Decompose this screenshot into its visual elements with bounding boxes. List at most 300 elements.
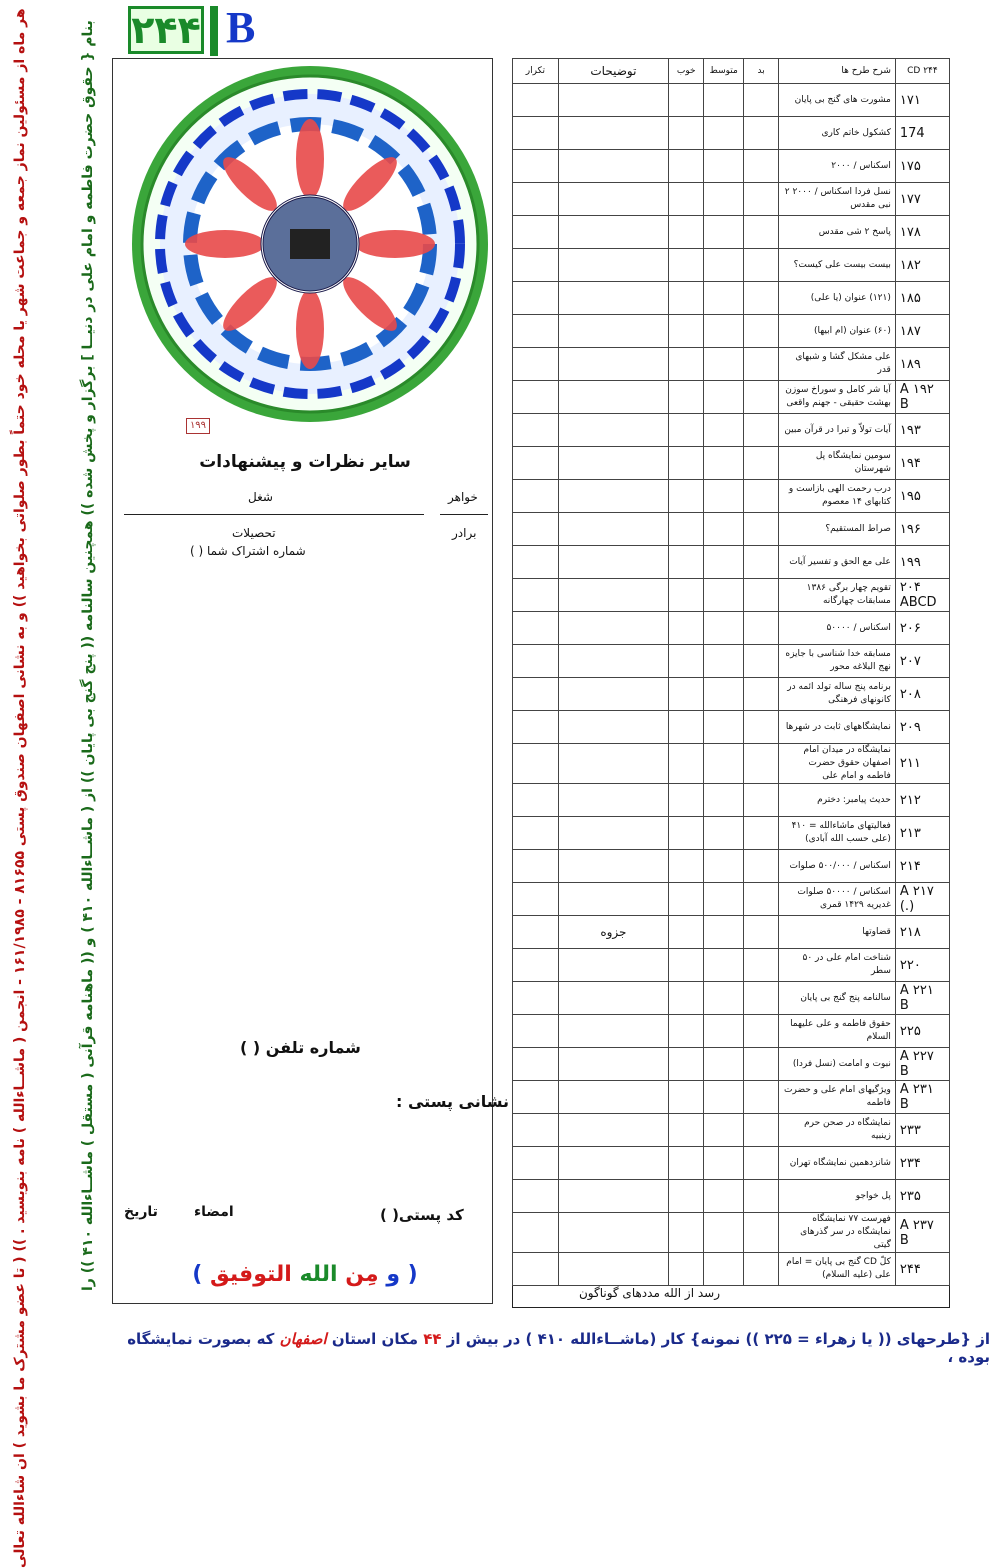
design-cell: ویژگیهای امام علی و حضرت فاطمه	[779, 1081, 896, 1114]
description-cell	[558, 645, 668, 678]
good-cell[interactable]	[669, 678, 704, 711]
design-cell: نمایشگاههای ثابت در شهرها	[779, 711, 896, 744]
sister-underline	[440, 514, 488, 515]
average-cell[interactable]	[704, 916, 744, 949]
description-cell	[558, 381, 668, 414]
design-cell: نمایشگاه در صحن حرم زینبیه	[779, 1114, 896, 1147]
design-cell: اسکناس / ۵۰۰۰۰	[779, 612, 896, 645]
table-row	[513, 513, 950, 546]
form-title: سایر نظرات و پیشنهادات	[199, 452, 411, 472]
education-label: تحصیلات	[232, 526, 276, 540]
good-cell[interactable]	[669, 784, 704, 817]
repeat-cell	[513, 1114, 559, 1147]
good-cell[interactable]	[669, 645, 704, 678]
closing-min: مِن	[345, 1262, 379, 1287]
good-cell[interactable]	[669, 1114, 704, 1147]
header-cd: CD ۲۴۴	[895, 59, 949, 84]
repeat-cell	[513, 282, 559, 315]
bad-cell[interactable]	[743, 117, 778, 150]
repeat-cell	[513, 1081, 559, 1114]
cd-number-cell: ۱۹۴	[895, 447, 949, 480]
bad-cell[interactable]	[743, 850, 778, 883]
caption-part1: از {طرحهای (( یا زهراء = ۲۲۵ )) نمونه} کار (ماشــاءالله ۴۱۰ ) در بیش از	[446, 1330, 990, 1348]
average-cell[interactable]	[704, 183, 744, 216]
bad-cell[interactable]	[743, 1213, 778, 1253]
bad-cell[interactable]	[743, 150, 778, 183]
design-cell: آیا شر کامل و سوراخ سوزن بهشت حقیقی - جهنم واقعی	[779, 381, 896, 414]
table-row	[513, 883, 950, 916]
bad-cell[interactable]	[743, 315, 778, 348]
description-cell: جزوه	[558, 916, 668, 949]
good-cell[interactable]	[669, 216, 704, 249]
cd-number-cell: ۲۴۴	[895, 1253, 949, 1286]
bad-cell[interactable]	[743, 546, 778, 579]
signature-field[interactable]: امضاء	[194, 1204, 234, 1220]
description-cell	[558, 612, 668, 645]
good-cell[interactable]	[669, 513, 704, 546]
average-cell[interactable]	[704, 1114, 744, 1147]
cd-number-cell: ۱۸۷	[895, 315, 949, 348]
closing-tawfiq: التوفیق	[209, 1262, 292, 1287]
design-cell: شناخت امام علی در ۵۰ سطر	[779, 949, 896, 982]
description-cell	[558, 447, 668, 480]
side-text-outer: بنام { حقوق حضرت فاطمه و امام علی در دنیــا ] برگزار و پخش شده )) همچنین سالنامه (( پنج گنج بی پایان )) از ( ماشــاءالله ۴۱۰ ) و (( ماهنامه قرآنی ( مستقل ) ماشــاءالله ۴۱۰ )) را	[80, 20, 96, 1291]
repeat-cell	[513, 216, 559, 249]
repeat-cell	[513, 1015, 559, 1048]
repeat-cell	[513, 949, 559, 982]
table-row	[513, 117, 950, 150]
bad-cell[interactable]	[743, 678, 778, 711]
table-row	[513, 183, 950, 216]
design-cell: کلّ CD گنج بی پایان = امام علی (علیه السلام)	[779, 1253, 896, 1286]
repeat-cell	[513, 348, 559, 381]
sister-label: خواهر	[448, 490, 478, 504]
bad-cell[interactable]	[743, 282, 778, 315]
good-cell[interactable]	[669, 150, 704, 183]
description-cell	[558, 711, 668, 744]
repeat-cell	[513, 883, 559, 916]
bad-cell[interactable]	[743, 84, 778, 117]
table-row	[513, 744, 950, 784]
good-cell[interactable]	[669, 949, 704, 982]
repeat-cell	[513, 447, 559, 480]
table-row	[513, 817, 950, 850]
bad-cell[interactable]	[743, 612, 778, 645]
design-cell: نسل فردا اسکناس / ۲۰۰۰ ۲ نبی مقدس	[779, 183, 896, 216]
table-row	[513, 84, 950, 117]
design-cell: سالنامه پنج گنج بی پایان	[779, 982, 896, 1015]
table-row	[513, 850, 950, 883]
average-cell[interactable]	[704, 150, 744, 183]
repeat-cell	[513, 579, 559, 612]
description-cell	[558, 1048, 668, 1081]
description-cell	[558, 949, 668, 982]
good-cell[interactable]	[669, 249, 704, 282]
bad-cell[interactable]	[743, 381, 778, 414]
cd-number-cell: ۲۳۴	[895, 1147, 949, 1180]
cd-number-cell: ۲۰۹	[895, 711, 949, 744]
bad-cell[interactable]	[743, 817, 778, 850]
design-cell: کشکول خاتم کاری	[779, 117, 896, 150]
receipt-line: رسد از الله مددهای گوناگون	[578, 1286, 720, 1300]
description-cell	[558, 744, 668, 784]
table-row	[513, 480, 950, 513]
repeat-cell	[513, 817, 559, 850]
design-cell: سومین نمایشگاه پل شهرستان	[779, 447, 896, 480]
average-cell[interactable]	[704, 1048, 744, 1081]
design-table	[512, 58, 950, 1286]
description-cell	[558, 1147, 668, 1180]
bad-cell[interactable]	[743, 1180, 778, 1213]
repeat-cell	[513, 1048, 559, 1081]
cd-number-cell: ۱۹۵	[895, 480, 949, 513]
bottom-caption	[100, 1330, 990, 1366]
bad-cell[interactable]	[743, 414, 778, 447]
table-row	[513, 150, 950, 183]
job-label: شغل	[248, 490, 273, 504]
average-cell[interactable]	[704, 84, 744, 117]
good-cell[interactable]	[669, 84, 704, 117]
average-cell[interactable]	[704, 117, 744, 150]
bad-cell[interactable]	[743, 1114, 778, 1147]
average-cell[interactable]	[704, 414, 744, 447]
cd-number-cell: ۲۳۷ A B	[895, 1213, 949, 1253]
table-row	[513, 579, 950, 612]
good-cell[interactable]	[669, 744, 704, 784]
table-row	[513, 678, 950, 711]
design-cell: اسکناس / ۲۰۰۰	[779, 150, 896, 183]
brother-label: برادر	[452, 526, 477, 540]
table-row	[513, 1114, 950, 1147]
repeat-cell	[513, 315, 559, 348]
table-row	[513, 1180, 950, 1213]
cd-number-cell: ۱۹۲ A B	[895, 381, 949, 414]
design-cell: مسابقه خدا شناسی با جایزه نهج البلاغه محور	[779, 645, 896, 678]
good-cell[interactable]	[669, 1180, 704, 1213]
table-row	[513, 784, 950, 817]
good-cell[interactable]	[669, 117, 704, 150]
average-cell[interactable]	[704, 1180, 744, 1213]
average-cell[interactable]	[704, 216, 744, 249]
bad-cell[interactable]	[743, 982, 778, 1015]
good-cell[interactable]	[669, 546, 704, 579]
description-cell	[558, 678, 668, 711]
repeat-cell	[513, 150, 559, 183]
description-cell	[558, 150, 668, 183]
good-cell[interactable]	[669, 883, 704, 916]
repeat-cell	[513, 678, 559, 711]
header-repeat: تکرار	[513, 59, 559, 84]
design-cell: فهرست ۷۷ نمایشگاه نمایشگاه در سر گذرهای گیتی	[779, 1213, 896, 1253]
design-cell: (۶۰) عنوان (ام ابیها)	[779, 315, 896, 348]
description-cell	[558, 579, 668, 612]
average-cell[interactable]	[704, 381, 744, 414]
cd-number-cell: ۲۲۱ A B	[895, 982, 949, 1015]
description-cell	[558, 817, 668, 850]
average-cell[interactable]	[704, 982, 744, 1015]
good-cell[interactable]	[669, 315, 704, 348]
design-cell: نمایشگاه در میدان امام اصفهان حقوق حضرت فاطمه و امام علی	[779, 744, 896, 784]
bad-cell[interactable]	[743, 1015, 778, 1048]
cd-number-cell: ۱۸۵	[895, 282, 949, 315]
cd-number-cell: ۲۲۵	[895, 1015, 949, 1048]
mandala-number-tag: ۱۹۹	[186, 418, 210, 434]
bad-cell[interactable]	[743, 579, 778, 612]
design-cell: علی مع الحق و تفسیر آیات	[779, 546, 896, 579]
description-cell	[558, 1114, 668, 1147]
side-text-inner: هر ماه از مسئولین نماز جمعه و جماعت شهر یا محله خود حتماً بطور صلواتی بخواهید )) و به نشانی اصفهان صندوق پستی ۸۱۶۵۵ - ۱۶۱/۱۹۸۵ - انجمن ( ماشــاءالله ) نامه بنویسید . )) ( تا عضو مشترک ما بشوید ) ان شاءالله تعالی	[12, 8, 28, 1568]
bad-cell[interactable]	[743, 480, 778, 513]
average-cell[interactable]	[704, 1015, 744, 1048]
cd-number-cell: ۲۳۵	[895, 1180, 949, 1213]
average-cell[interactable]	[704, 883, 744, 916]
table-row	[513, 1213, 950, 1253]
description-cell	[558, 282, 668, 315]
postal-address-field[interactable]: نشانی پستی :	[396, 1092, 510, 1111]
date-field[interactable]: تاریخ	[124, 1204, 158, 1220]
header-good: خوب	[669, 59, 704, 84]
header-description: توضیحات	[558, 59, 668, 84]
bad-cell[interactable]	[743, 183, 778, 216]
bad-cell[interactable]	[743, 1147, 778, 1180]
average-cell[interactable]	[704, 579, 744, 612]
cd-number-cell: ۲۰۷	[895, 645, 949, 678]
table-row	[513, 348, 950, 381]
design-cell: قضاوتها	[779, 916, 896, 949]
cd-number-cell: ۱۷۷	[895, 183, 949, 216]
good-cell[interactable]	[669, 1048, 704, 1081]
repeat-cell	[513, 916, 559, 949]
average-cell[interactable]	[704, 850, 744, 883]
good-cell[interactable]	[669, 414, 704, 447]
description-cell	[558, 348, 668, 381]
bad-cell[interactable]	[743, 949, 778, 982]
caption-city: اصفهان	[279, 1330, 327, 1348]
table-row	[513, 381, 950, 414]
subscription-number-field[interactable]: شماره اشتراک شما ( )	[190, 544, 306, 558]
cd-number-cell: ۲۱۷ A (.)	[895, 883, 949, 916]
good-cell[interactable]	[669, 282, 704, 315]
closing-allah: الله	[299, 1262, 338, 1287]
average-cell[interactable]	[704, 678, 744, 711]
description-cell	[558, 784, 668, 817]
average-cell[interactable]	[704, 711, 744, 744]
design-cell: تقویم چهار برگی ۱۳۸۶ مسابقات چهارگانه	[779, 579, 896, 612]
table-row	[513, 249, 950, 282]
table-row	[513, 1015, 950, 1048]
description-cell	[558, 414, 668, 447]
design-cell: اسکناس / ۵۰۰۰۰ صلوات غدیریه ۱۴۲۹ قمری	[779, 883, 896, 916]
average-cell[interactable]	[704, 282, 744, 315]
cd-number-cell: ۲۲۰	[895, 949, 949, 982]
average-cell[interactable]	[704, 546, 744, 579]
design-cell: فعالیتهای ماشاءالله = ۴۱۰ (علی حسب الله آبادی)	[779, 817, 896, 850]
cd-number-cell: ۲۱۴	[895, 850, 949, 883]
header-design: شرح طرح ها	[779, 59, 896, 84]
table-row	[513, 1081, 950, 1114]
cd-number-cell: ۲۳۱ A B	[895, 1081, 949, 1114]
bad-cell[interactable]	[743, 645, 778, 678]
header-average: متوسط	[704, 59, 744, 84]
cd-number-cell: ۲۳۳	[895, 1114, 949, 1147]
good-cell[interactable]	[669, 579, 704, 612]
closing-phrase	[120, 1262, 490, 1287]
table-row	[513, 1147, 950, 1180]
good-cell[interactable]	[669, 850, 704, 883]
average-cell[interactable]	[704, 612, 744, 645]
average-cell[interactable]	[704, 949, 744, 982]
cd-number-cell: ۲۰۸	[895, 678, 949, 711]
caption-count: ۴۴	[423, 1330, 442, 1348]
good-cell[interactable]	[669, 348, 704, 381]
description-cell	[558, 249, 668, 282]
description-cell	[558, 183, 668, 216]
average-cell[interactable]	[704, 817, 744, 850]
bad-cell[interactable]	[743, 711, 778, 744]
description-cell	[558, 982, 668, 1015]
good-cell[interactable]	[669, 480, 704, 513]
table-row	[513, 916, 950, 949]
repeat-cell	[513, 982, 559, 1015]
bad-cell[interactable]	[743, 1048, 778, 1081]
repeat-cell	[513, 1180, 559, 1213]
average-cell[interactable]	[704, 513, 744, 546]
table-row	[513, 612, 950, 645]
description-cell	[558, 1180, 668, 1213]
good-cell[interactable]	[669, 183, 704, 216]
description-cell	[558, 850, 668, 883]
repeat-cell	[513, 183, 559, 216]
cd-number-cell: ۲۰۴ ABCD	[895, 579, 949, 612]
cd-number-cell: ۱۷۸	[895, 216, 949, 249]
bad-cell[interactable]	[743, 348, 778, 381]
table-row	[513, 645, 950, 678]
good-cell[interactable]	[669, 1213, 704, 1253]
bad-cell[interactable]	[743, 916, 778, 949]
good-cell[interactable]	[669, 447, 704, 480]
table-row	[513, 447, 950, 480]
table-row	[513, 949, 950, 982]
badge-divider	[210, 6, 218, 56]
closing-close: )	[192, 1262, 203, 1287]
average-cell[interactable]	[704, 784, 744, 817]
closing-open: ( و	[386, 1262, 418, 1287]
good-cell[interactable]	[669, 1015, 704, 1048]
average-cell[interactable]	[704, 1147, 744, 1180]
cd-number-cell: ۱۸۲	[895, 249, 949, 282]
page-letter-badge: B	[226, 3, 256, 52]
good-cell[interactable]	[669, 612, 704, 645]
repeat-cell	[513, 612, 559, 645]
job-underline	[124, 514, 424, 515]
caption-part2: مکان استان	[331, 1330, 418, 1348]
table-row	[513, 1048, 950, 1081]
bad-cell[interactable]	[743, 744, 778, 784]
average-cell[interactable]	[704, 645, 744, 678]
repeat-cell	[513, 744, 559, 784]
repeat-cell	[513, 480, 559, 513]
repeat-cell	[513, 711, 559, 744]
average-cell[interactable]	[704, 447, 744, 480]
repeat-cell	[513, 513, 559, 546]
cd-number-cell: ۱۷۱	[895, 84, 949, 117]
design-cell: صراط المستقیم؟	[779, 513, 896, 546]
average-cell[interactable]	[704, 249, 744, 282]
phone-number-field[interactable]: شماره تلفن ( )	[240, 1038, 361, 1057]
bad-cell[interactable]	[743, 883, 778, 916]
good-cell[interactable]	[669, 982, 704, 1015]
average-cell[interactable]	[704, 1213, 744, 1253]
repeat-cell	[513, 84, 559, 117]
description-cell	[558, 480, 668, 513]
page-number-badge: ۲۴۴	[128, 6, 204, 54]
table-row	[513, 282, 950, 315]
postal-code-field[interactable]: کد پستی( )	[380, 1206, 464, 1224]
cd-number-cell: ۱۹۶	[895, 513, 949, 546]
design-cell: شانزدهمین نمایشگاه تهران	[779, 1147, 896, 1180]
repeat-cell	[513, 117, 559, 150]
header-bad: بد	[743, 59, 778, 84]
bad-cell[interactable]	[743, 249, 778, 282]
bad-cell[interactable]	[743, 216, 778, 249]
design-cell: حدیث پیامبر: دخترم	[779, 784, 896, 817]
bad-cell[interactable]	[743, 784, 778, 817]
good-cell[interactable]	[669, 1081, 704, 1114]
repeat-cell	[513, 381, 559, 414]
good-cell[interactable]	[669, 711, 704, 744]
average-cell[interactable]	[704, 480, 744, 513]
repeat-cell	[513, 850, 559, 883]
bad-cell[interactable]	[743, 513, 778, 546]
repeat-cell	[513, 784, 559, 817]
cd-number-cell: ۱۸۹	[895, 348, 949, 381]
good-cell[interactable]	[669, 817, 704, 850]
table-row	[513, 546, 950, 579]
good-cell[interactable]	[669, 381, 704, 414]
average-cell[interactable]	[704, 1081, 744, 1114]
average-cell[interactable]	[704, 315, 744, 348]
design-cell: حقوق فاطمه و علی علیهما السلام	[779, 1015, 896, 1048]
table-body	[513, 84, 950, 1286]
repeat-cell	[513, 1213, 559, 1253]
repeat-cell	[513, 249, 559, 282]
repeat-cell	[513, 546, 559, 579]
table-header-row	[513, 59, 950, 84]
table-row	[513, 414, 950, 447]
design-cell: نبوت و امامت (نسل فردا)	[779, 1048, 896, 1081]
cd-number-cell: ۲۱۳	[895, 817, 949, 850]
description-cell	[558, 883, 668, 916]
average-cell[interactable]	[704, 348, 744, 381]
good-cell[interactable]	[669, 1147, 704, 1180]
average-cell[interactable]	[704, 744, 744, 784]
cd-number-cell: ۲۱۲	[895, 784, 949, 817]
description-cell	[558, 315, 668, 348]
bad-cell[interactable]	[743, 447, 778, 480]
description-cell	[558, 1015, 668, 1048]
repeat-cell	[513, 645, 559, 678]
cd-number-cell: ۱۹۹	[895, 546, 949, 579]
design-cell: برنامه پنج ساله تولد ائمه در کانونهای فرهنگی	[779, 678, 896, 711]
description-cell	[558, 216, 668, 249]
design-cell: پل خواجو	[779, 1180, 896, 1213]
ali-mandala-artwork	[130, 64, 490, 424]
good-cell[interactable]	[669, 916, 704, 949]
design-cell: مشورت های گنج بی پایان	[779, 84, 896, 117]
description-cell	[558, 84, 668, 117]
bad-cell[interactable]	[743, 1081, 778, 1114]
repeat-cell	[513, 414, 559, 447]
